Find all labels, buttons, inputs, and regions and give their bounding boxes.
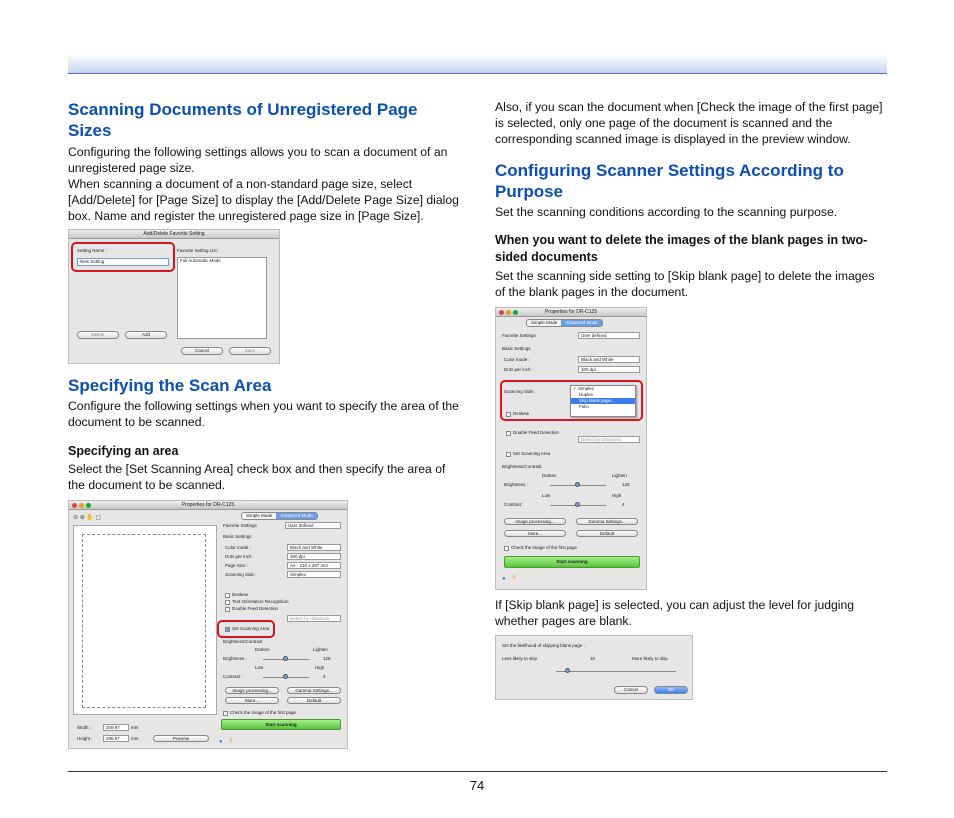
more-button[interactable]: More... bbox=[225, 697, 279, 704]
menu-item-folio[interactable]: Folio bbox=[579, 404, 589, 409]
check-first-page-label: Check the image of the first page bbox=[230, 710, 297, 715]
heading-unregistered-page-sizes: Scanning Documents of Unregistered Page Sizes bbox=[68, 100, 418, 140]
favorite-settings-select[interactable]: User defined bbox=[578, 332, 640, 339]
default-button[interactable]: Default bbox=[287, 697, 341, 704]
favorite-settings-label: Favorite Settings bbox=[502, 333, 536, 338]
double-feed-label: Double Feed Detection bbox=[232, 606, 279, 611]
info-icon[interactable]: ● bbox=[502, 576, 506, 582]
help-icon[interactable]: ? bbox=[512, 576, 516, 582]
lighten-label: Lighten bbox=[313, 647, 328, 652]
add-button[interactable]: Add bbox=[125, 331, 167, 339]
tab-advanced-mode[interactable]: Advanced Mode bbox=[276, 513, 317, 519]
paragraph-skip-level: If [Skip blank page] is selected, you can adjust the level for judging whether pages are blank. bbox=[495, 598, 855, 628]
deskew-checkbox[interactable] bbox=[225, 593, 230, 598]
image-processing-button[interactable]: Image processing... bbox=[225, 687, 279, 694]
text-orientation-checkbox[interactable] bbox=[225, 600, 230, 605]
start-scanning-button[interactable]: Start scanning bbox=[221, 719, 341, 730]
cancel-button[interactable]: Cancel bbox=[181, 347, 223, 355]
skip-dialog-title: Set the likelihood of skipping blank page : bbox=[502, 643, 585, 648]
contrast-label: Contrast : bbox=[504, 502, 524, 507]
low-label: Low bbox=[255, 665, 264, 670]
subheading-blank-pages: When you want to delete the images of the blank pages in two-sided documents bbox=[495, 233, 868, 264]
favorite-list-label: Favorite Setting List : bbox=[177, 248, 220, 253]
header-bar bbox=[68, 54, 887, 74]
cancel-button[interactable]: Cancel bbox=[614, 686, 648, 694]
contrast-value: 4 bbox=[622, 502, 625, 507]
tab-simple-mode[interactable]: Simple Mode bbox=[527, 320, 561, 326]
dpi-label: Dots per inch : bbox=[504, 367, 534, 372]
contrast-value: 4 bbox=[323, 674, 326, 679]
dpi-select[interactable]: 300 dpi bbox=[578, 366, 640, 373]
ok-button[interactable]: OK bbox=[654, 686, 688, 694]
page-size-label: Page Size : bbox=[225, 563, 249, 568]
height-label: Height : bbox=[77, 736, 93, 741]
heading-scanner-settings-purpose: Configuring Scanner Settings According to Purpose bbox=[495, 161, 844, 201]
page-number: 74 bbox=[469, 778, 485, 793]
screenshot-properties-preview bbox=[68, 500, 348, 749]
info-icon[interactable]: ● bbox=[219, 739, 223, 745]
minimize-icon[interactable] bbox=[506, 310, 511, 315]
dpi-label: Dots per inch : bbox=[225, 554, 255, 559]
more-button[interactable]: More... bbox=[504, 530, 566, 537]
basic-settings-label: Basic Settings bbox=[502, 346, 531, 351]
skip-level-slider-thumb[interactable] bbox=[565, 668, 570, 673]
dialog-title: Add/Delete Favorite Setting bbox=[69, 230, 279, 239]
favorite-list[interactable] bbox=[177, 257, 267, 339]
height-unit: mm bbox=[131, 736, 139, 741]
scanning-side-select[interactable]: Simplex bbox=[287, 571, 341, 578]
brightness-slider-thumb[interactable] bbox=[575, 482, 580, 487]
gamma-settings-button[interactable]: Gamma Settings... bbox=[576, 518, 638, 525]
highlight-ring bbox=[71, 242, 175, 272]
set-scanning-area-label: Set Scanning Area bbox=[232, 626, 270, 631]
gamma-settings-button[interactable]: Gamma Settings... bbox=[287, 687, 341, 694]
double-feed-checkbox[interactable] bbox=[506, 431, 511, 436]
paragraph-scanning-conditions: Set the scanning conditions according to the scanning purpose. bbox=[495, 205, 838, 219]
menu-item-simplex[interactable]: ✓ Simplex bbox=[573, 386, 595, 391]
highlight-ring bbox=[217, 620, 275, 638]
check-first-page-label: Check the image of the first page bbox=[511, 545, 578, 550]
brightness-value: 128 bbox=[323, 656, 331, 661]
close-icon[interactable] bbox=[499, 310, 504, 315]
less-likely-label: Less likely to skip bbox=[502, 656, 538, 661]
width-label: Width : bbox=[77, 725, 92, 730]
preview-button[interactable]: Preview bbox=[153, 735, 209, 742]
menu-item-skip-blank-page[interactable]: Skip blank page... bbox=[571, 398, 635, 404]
menu-item-duplex[interactable]: Duplex bbox=[579, 392, 594, 397]
highlight-ring bbox=[500, 380, 643, 421]
low-label: Low bbox=[542, 493, 551, 498]
zoom-icon[interactable] bbox=[513, 310, 518, 315]
scan-area-outline[interactable] bbox=[82, 534, 206, 708]
color-mode-select[interactable]: Black and White bbox=[287, 544, 341, 551]
brightness-label: Brightness : bbox=[223, 656, 247, 661]
brightness-slider-thumb[interactable] bbox=[283, 656, 288, 661]
check-first-page-checkbox[interactable] bbox=[504, 546, 509, 551]
skip-level-value: 10 bbox=[590, 656, 596, 661]
deskew-label: Deskew bbox=[232, 592, 249, 597]
more-likely-label: More likely to skip bbox=[632, 656, 668, 661]
text-orientation-label: Text Orientation Recognition bbox=[232, 599, 289, 604]
footer-rule bbox=[68, 771, 887, 772]
page-size-select[interactable]: A4 - 210 x 297 mm bbox=[287, 562, 341, 569]
setting-name-field[interactable]: New Setting bbox=[77, 258, 169, 266]
width-unit: mm bbox=[131, 725, 139, 730]
screenshot-properties-scanning-side bbox=[495, 307, 647, 590]
color-mode-label: Color mode : bbox=[504, 357, 530, 362]
help-icon[interactable]: ? bbox=[229, 739, 233, 745]
basic-settings-label: Basic Settings bbox=[223, 534, 252, 539]
delete-button[interactable]: Delete bbox=[77, 331, 119, 339]
image-processing-button[interactable]: Image processing... bbox=[504, 518, 566, 525]
close-icon[interactable] bbox=[72, 503, 77, 508]
default-button[interactable]: Default bbox=[576, 530, 638, 537]
lighten-label: Lighten bbox=[612, 473, 627, 478]
double-feed-label: Double Feed Detection bbox=[513, 430, 560, 435]
high-label: High bbox=[315, 665, 325, 670]
scanning-side-label: Scanning Side : bbox=[504, 389, 536, 394]
window-title: Properties for DR-C125 bbox=[496, 308, 646, 317]
favorite-settings-label: Favorite Settings bbox=[223, 523, 257, 528]
paragraph-unregistered-steps: When scanning a document of a non-standard page size, select [Add/Delete] for [Page Size] to display the [Add/Delete Page Size] dialog box. Name and register the unregistered page size in [Page Size]. bbox=[68, 177, 459, 223]
scanning-side-label: Scanning Side : bbox=[225, 572, 257, 577]
brightness-value: 128 bbox=[622, 482, 630, 487]
check-first-page-checkbox[interactable] bbox=[223, 711, 228, 716]
tab-advanced-mode[interactable]: Advanced Mode bbox=[561, 320, 602, 326]
heading-scan-area: Specifying the Scan Area bbox=[68, 376, 272, 395]
mode-tabs bbox=[526, 319, 603, 327]
detect-by-select[interactable]: Detect by Ultrasonic bbox=[287, 615, 341, 622]
save-button[interactable]: Save bbox=[229, 347, 271, 355]
skip-level-slider[interactable] bbox=[556, 671, 676, 672]
set-scanning-area-label: Set Scanning Area bbox=[513, 451, 551, 456]
setting-name-label: Setting Name : bbox=[77, 248, 107, 253]
preview-pane bbox=[73, 525, 217, 715]
contrast-label: Contrast : bbox=[223, 674, 243, 679]
color-mode-label: Color mode : bbox=[225, 545, 251, 550]
dpi-select[interactable]: 300 dpi bbox=[287, 553, 341, 560]
detect-by-select[interactable]: Detect by Ultrasonic bbox=[578, 436, 640, 443]
brightness-contrast-label: Brightness/Contrast bbox=[502, 464, 542, 469]
contrast-slider-thumb[interactable] bbox=[575, 502, 580, 507]
paragraph-unregistered-intro: Configuring the following settings allows you to scan a document of an unregistered page size. bbox=[68, 145, 448, 175]
subheading-specifying-area: Specifying an area bbox=[68, 444, 179, 458]
height-field[interactable]: 296.97 bbox=[103, 735, 129, 742]
minimize-icon[interactable] bbox=[79, 503, 84, 508]
set-scanning-area-checkbox[interactable] bbox=[506, 452, 511, 457]
contrast-slider-thumb[interactable] bbox=[283, 674, 288, 679]
brightness-contrast-label: Brightness/Contrast bbox=[223, 639, 263, 644]
high-label: High bbox=[612, 493, 622, 498]
paragraph-skip-blank: Set the scanning side setting to [Skip blank page] to delete the images of the blank pages in the document. bbox=[495, 269, 875, 299]
paragraph-first-page-check: Also, if you scan the document when [Check the image of the first page] is selected, only one page of the document is scanned and the corresponding scanned image is displayed in the preview window. bbox=[495, 100, 883, 146]
color-mode-select[interactable]: Black and White bbox=[578, 356, 640, 363]
start-scanning-button[interactable]: Start scanning bbox=[504, 556, 640, 568]
darken-label: Darken bbox=[542, 473, 557, 478]
window-title: Properties for DR-C125 bbox=[69, 501, 347, 510]
tab-simple-mode[interactable]: Simple Mode bbox=[242, 513, 276, 519]
zoom-tools-icon[interactable]: ⊖ ⊕ ✋ ▢ bbox=[73, 515, 102, 521]
brightness-label: Brightness : bbox=[504, 482, 528, 487]
zoom-icon[interactable] bbox=[86, 503, 91, 508]
deskew-label: Deskew bbox=[513, 411, 530, 416]
darken-label: Darken bbox=[255, 647, 270, 652]
paragraph-specifying-area: Select the [Set Scanning Area] check box and then specify the area of the document to be scanned. bbox=[68, 462, 446, 492]
double-feed-checkbox[interactable] bbox=[225, 607, 230, 612]
screenshot-favorite-setting-dialog bbox=[68, 229, 280, 364]
mode-tabs bbox=[241, 512, 318, 520]
favorite-list-item[interactable]: Full Automatic Mode bbox=[180, 258, 221, 263]
paragraph-scan-area: Configure the following settings when you want to specify the area of the document to be scanned. bbox=[68, 399, 459, 429]
width-field[interactable]: 209.97 bbox=[103, 724, 129, 731]
favorite-settings-select[interactable]: User defined bbox=[285, 522, 341, 529]
screenshot-skip-blank-dialog bbox=[495, 635, 693, 700]
